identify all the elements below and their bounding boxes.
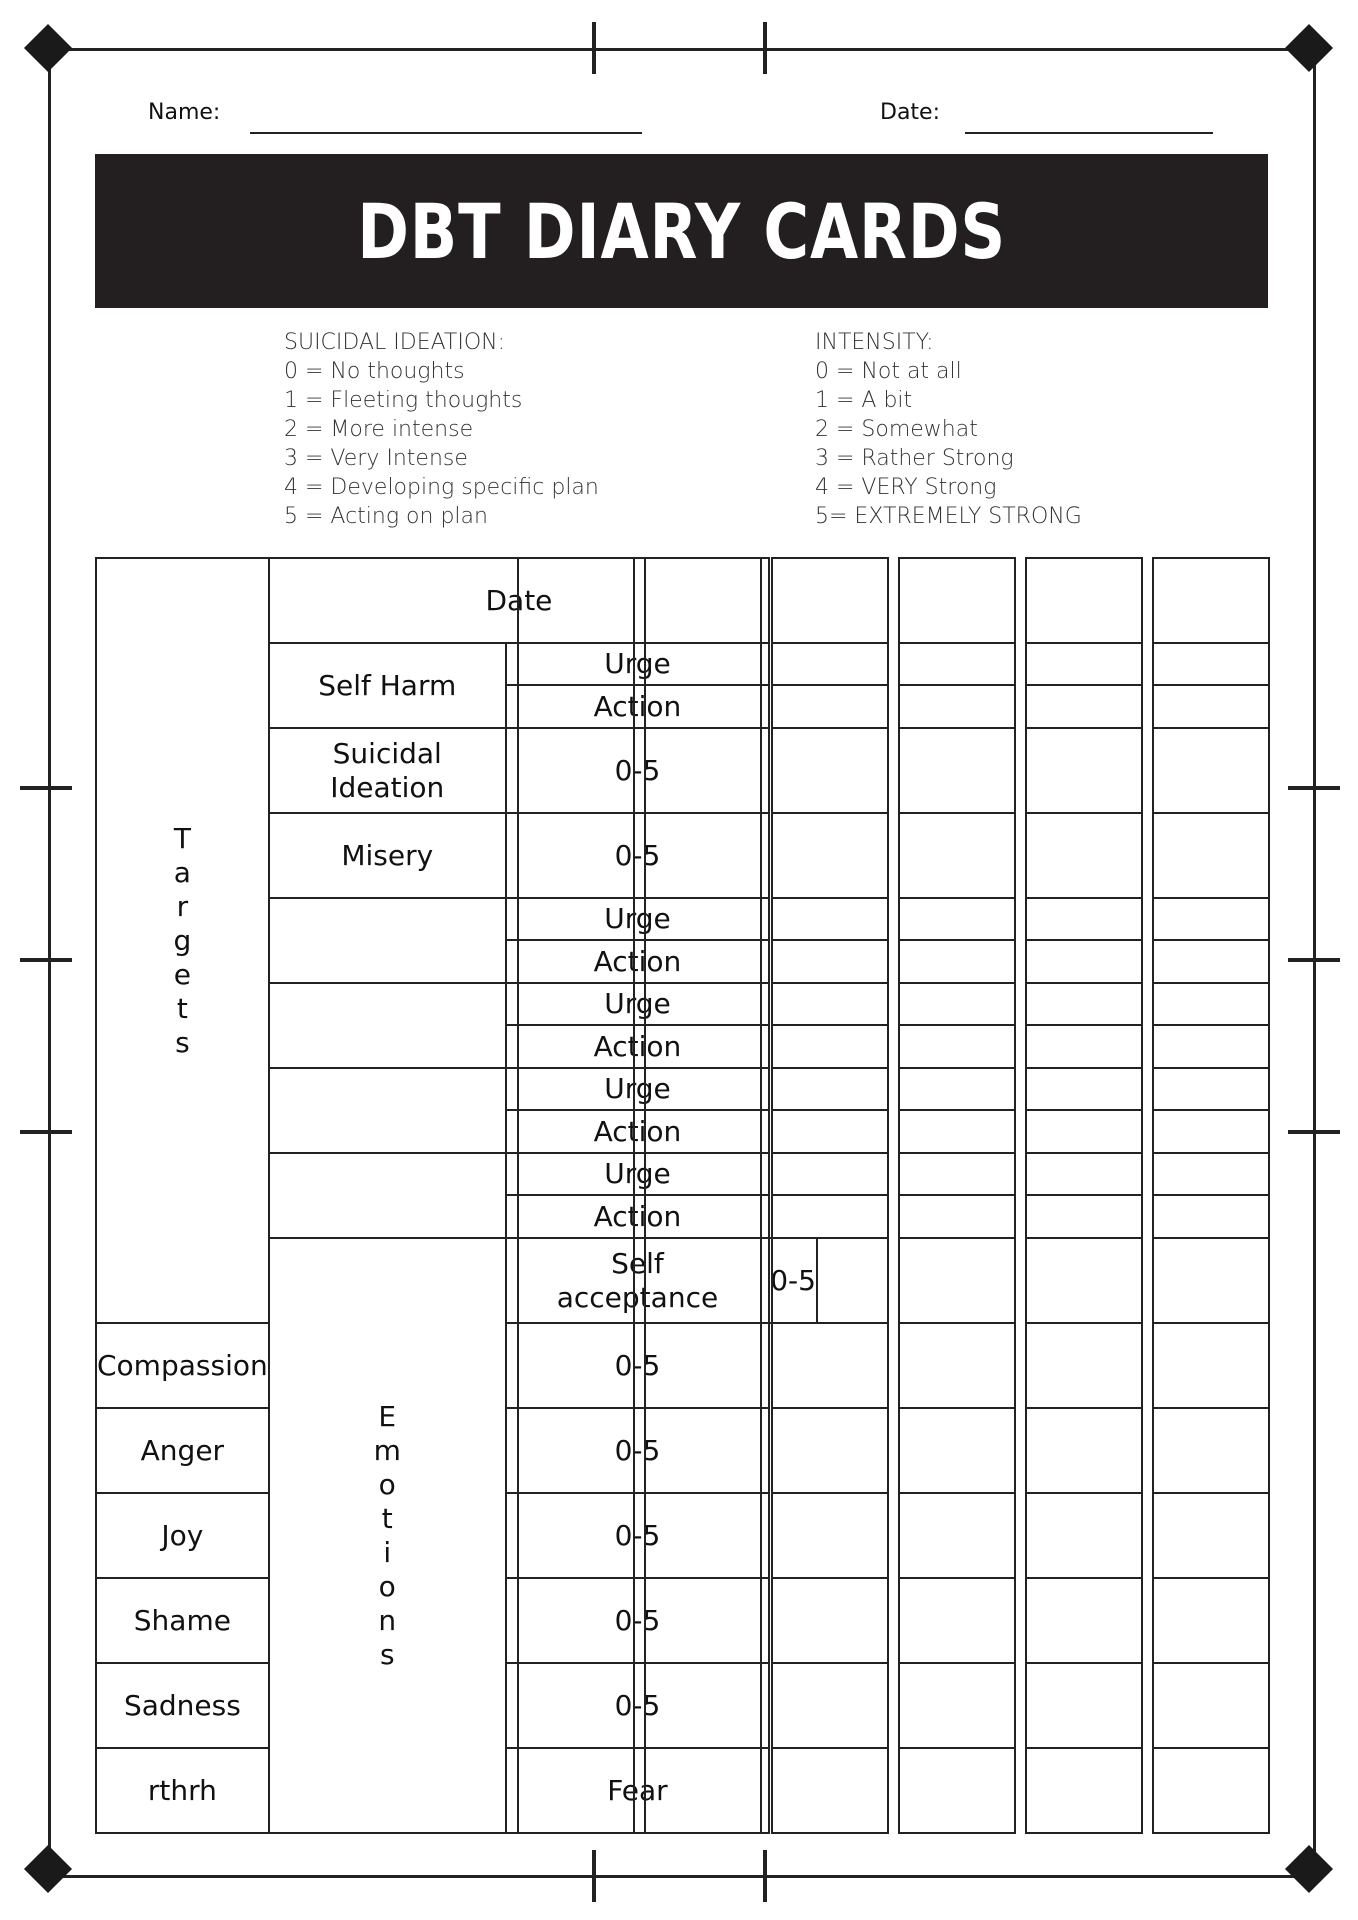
diary-entry-cell[interactable]: [899, 1025, 1015, 1068]
diary-entry-cell[interactable]: [772, 1578, 888, 1663]
diary-entry-cell[interactable]: [645, 685, 761, 728]
blank-target-cell[interactable]: [269, 1068, 506, 1153]
diary-entry-cell[interactable]: [1153, 1578, 1269, 1663]
suicidal-ideation-legend: [284, 328, 599, 531]
diary-entry-cell[interactable]: [772, 1153, 888, 1195]
diary-entry-cell[interactable]: [899, 728, 1015, 813]
action-label: Action: [506, 940, 769, 983]
name-field[interactable]: [250, 132, 642, 134]
diary-entry-cell[interactable]: [899, 983, 1015, 1025]
diary-entry-cell[interactable]: [772, 983, 888, 1025]
diary-entry-cell[interactable]: [1153, 643, 1269, 685]
diary-entry-cell[interactable]: [518, 1110, 634, 1153]
diary-entry-cell[interactable]: [518, 728, 634, 813]
action-label: Action: [506, 685, 769, 728]
diary-entry-cell[interactable]: [1026, 685, 1142, 728]
diary-entry-cell[interactable]: [518, 1238, 634, 1323]
diary-entry-cell[interactable]: [645, 940, 761, 983]
diary-entry-cell[interactable]: [645, 1748, 761, 1833]
diary-entry-cell[interactable]: [645, 1110, 761, 1153]
diary-entry-cell[interactable]: [645, 1663, 761, 1748]
diary-entry-cell[interactable]: [772, 1663, 888, 1748]
diary-entry-cell[interactable]: [1026, 1238, 1142, 1323]
diary-entry-cell[interactable]: [645, 1578, 761, 1663]
diary-entry-cell[interactable]: [645, 1323, 761, 1408]
diary-entry-cell[interactable]: [1026, 1663, 1142, 1748]
action-label: Action: [506, 1025, 769, 1068]
frame-tick: [592, 1850, 596, 1902]
diary-entry-cell[interactable]: [772, 1493, 888, 1578]
diary-entry-cell[interactable]: [772, 898, 888, 940]
blank-target-cell[interactable]: [269, 898, 506, 983]
diary-entry-cell[interactable]: [518, 1323, 634, 1408]
diary-entry-cell[interactable]: [518, 813, 634, 898]
diary-entry-cell[interactable]: [1153, 983, 1269, 1025]
action-label: Action: [506, 1195, 769, 1238]
diary-entry-cell[interactable]: [518, 1068, 634, 1110]
diary-entry-cell[interactable]: [1026, 1025, 1142, 1068]
frame-tick: [20, 786, 72, 790]
diary-entry-cell[interactable]: [899, 940, 1015, 983]
diary-entry-cell[interactable]: [645, 558, 761, 643]
blank-target-cell[interactable]: [269, 1153, 506, 1238]
diary-entry-cell[interactable]: [645, 813, 761, 898]
diary-entry-cell[interactable]: [899, 1323, 1015, 1408]
diary-entry-cell[interactable]: [518, 558, 634, 643]
diary-entry-cell[interactable]: [1153, 558, 1269, 643]
diary-entry-cell[interactable]: [1153, 813, 1269, 898]
diary-entry-cell[interactable]: [772, 1238, 888, 1323]
day-column: [1025, 557, 1143, 1834]
legend-item: 0 = No thoughts: [284, 359, 465, 384]
diary-entry-cell[interactable]: [899, 558, 1015, 643]
diary-entry-cell[interactable]: [645, 1493, 761, 1578]
diary-entry-cell[interactable]: [1153, 1663, 1269, 1748]
frame-tick: [20, 1130, 72, 1134]
diary-entry-cell[interactable]: [1026, 813, 1142, 898]
diary-entry-cell[interactable]: [1153, 898, 1269, 940]
scale-label: 0-5: [506, 1323, 769, 1408]
diary-entry-cell[interactable]: [899, 813, 1015, 898]
diary-entry-cell[interactable]: [899, 1110, 1015, 1153]
day-column: [1152, 557, 1270, 1834]
scale-label: 0-5: [506, 1408, 769, 1493]
legend-item: 1 = A bit: [815, 388, 913, 413]
diary-entry-cell[interactable]: [772, 1025, 888, 1068]
diary-entry-cell[interactable]: [1153, 1068, 1269, 1110]
diary-entry-cell[interactable]: [1026, 1153, 1142, 1195]
diary-entry-cell[interactable]: [1153, 1408, 1269, 1493]
day-column: [771, 557, 889, 1834]
diary-entry-cell[interactable]: [1026, 1578, 1142, 1663]
diary-entry-cell[interactable]: [899, 1493, 1015, 1578]
legend-item: 4 = VERY Strong: [815, 475, 997, 500]
diary-entry-cell[interactable]: [1026, 940, 1142, 983]
legend-item: 4 = Developing specific plan: [284, 475, 599, 500]
diary-entry-cell[interactable]: [772, 1748, 888, 1833]
page-title: DBT DIARY CARDS: [357, 186, 1006, 276]
scale-label: 0-5: [506, 1663, 769, 1748]
diary-entry-cell[interactable]: [899, 1663, 1015, 1748]
diary-entry-cell[interactable]: [899, 1068, 1015, 1110]
diary-entry-cell[interactable]: [1153, 1025, 1269, 1068]
diary-entry-cell[interactable]: [899, 685, 1015, 728]
diary-entry-cell[interactable]: [772, 643, 888, 685]
diary-entry-cell[interactable]: [1153, 1110, 1269, 1153]
diary-entry-cell[interactable]: [899, 1578, 1015, 1663]
diary-entry-cell[interactable]: [518, 685, 634, 728]
legend-item: 2 = More intense: [284, 417, 474, 442]
diary-entry-cell[interactable]: [1026, 1068, 1142, 1110]
date-header: Date: [269, 558, 769, 643]
name-label: Name:: [148, 100, 221, 125]
diary-entry-cell[interactable]: [645, 983, 761, 1025]
diary-entry-cell[interactable]: [899, 898, 1015, 940]
diary-entry-cell[interactable]: [645, 1408, 761, 1493]
diary-entry-cell[interactable]: [1153, 685, 1269, 728]
diary-entry-cell[interactable]: [518, 940, 634, 983]
action-label: Action: [506, 1110, 769, 1153]
emotion-label: Self acceptance: [506, 1238, 769, 1323]
date-label: Date:: [880, 100, 940, 125]
diary-entry-cell[interactable]: [518, 898, 634, 940]
urge-label: Urge: [506, 1068, 769, 1110]
diary-entry-cell[interactable]: [772, 1110, 888, 1153]
diary-entry-cell[interactable]: [1026, 643, 1142, 685]
legend-item: 5= EXTREMELY STRONG: [815, 504, 1082, 529]
frame-tick: [1288, 1130, 1340, 1134]
legend-item: 3 = Very Intense: [284, 446, 468, 471]
scale-label: 0-5: [506, 1493, 769, 1578]
legend-item: 0 = Not at all: [815, 359, 962, 384]
diary-entry-cell[interactable]: [772, 940, 888, 983]
diary-entry-cell[interactable]: [1153, 1238, 1269, 1323]
diary-entry-cell[interactable]: [1026, 1408, 1142, 1493]
diary-entry-cell[interactable]: [1153, 1323, 1269, 1408]
emotion-label: Compassion: [96, 1323, 269, 1408]
suicidal-ideation-label: Suicidal Ideation: [269, 728, 506, 813]
diary-entry-cell[interactable]: [1026, 1195, 1142, 1238]
legend-heading: SUICIDAL IDEATION:: [284, 330, 506, 355]
diary-entry-cell[interactable]: [899, 1153, 1015, 1195]
diary-entry-cell[interactable]: [518, 1663, 634, 1748]
diary-entry-cell[interactable]: [772, 685, 888, 728]
diary-entry-cell[interactable]: [899, 1195, 1015, 1238]
diary-entry-cell[interactable]: [518, 1408, 634, 1493]
diary-entry-cell[interactable]: [1153, 1195, 1269, 1238]
frame-tick: [1288, 786, 1340, 790]
emotion-label: Sadness: [96, 1663, 269, 1748]
legend-item: 2 = Somewhat: [815, 417, 978, 442]
frame-tick: [20, 958, 72, 962]
diary-entry-cell[interactable]: [1026, 1323, 1142, 1408]
diary-entry-cell[interactable]: [1026, 728, 1142, 813]
diary-entry-cell[interactable]: [518, 1578, 634, 1663]
emotion-label: rthrh: [96, 1748, 269, 1833]
legend-item: 1 = Fleeting thoughts: [284, 388, 523, 413]
diary-entry-cell[interactable]: [1153, 1748, 1269, 1833]
diary-entry-cell[interactable]: [772, 728, 888, 813]
intensity-legend: [815, 328, 1082, 531]
diary-entry-cell[interactable]: [772, 813, 888, 898]
diary-entry-cell[interactable]: [645, 1238, 761, 1323]
diary-entry-cell[interactable]: [899, 1238, 1015, 1323]
diary-entry-cell[interactable]: [518, 983, 634, 1025]
diary-entry-cell[interactable]: [1026, 1493, 1142, 1578]
emotion-label: Shame: [96, 1578, 269, 1663]
emotion-label: Joy: [96, 1493, 269, 1578]
diary-entry-cell[interactable]: [645, 728, 761, 813]
frame-tick: [1288, 958, 1340, 962]
frame-tick: [763, 22, 767, 74]
emotion-label: Anger: [96, 1408, 269, 1493]
day-column: [644, 557, 762, 1834]
diary-entry-cell[interactable]: [645, 643, 761, 685]
day-column: [517, 557, 635, 1834]
diary-entry-cell[interactable]: [518, 1025, 634, 1068]
legend-item: 3 = Rather Strong: [815, 446, 1014, 471]
misery-label: Misery: [269, 813, 506, 898]
diary-entry-cell[interactable]: [1026, 558, 1142, 643]
scale-label: 0-5: [506, 728, 769, 813]
diary-entry-cell[interactable]: [1153, 728, 1269, 813]
diary-entry-cell[interactable]: [772, 1068, 888, 1110]
targets-section-label: T a r g e t s: [96, 558, 269, 1323]
frame-tick: [763, 1850, 767, 1902]
day-column: [898, 557, 1016, 1834]
title-banner: [95, 154, 1268, 308]
diary-entry-cell[interactable]: [645, 898, 761, 940]
diary-entry-cell[interactable]: [518, 1195, 634, 1238]
diary-entry-cell[interactable]: [899, 1748, 1015, 1833]
frame-tick: [592, 22, 596, 74]
diary-entry-cell[interactable]: [518, 1748, 634, 1833]
diary-entry-cell[interactable]: [1026, 983, 1142, 1025]
diary-entry-cell[interactable]: [1153, 940, 1269, 983]
diary-entry-cell[interactable]: [772, 1323, 888, 1408]
scale-label: 0-5: [769, 1238, 817, 1323]
legend-item: 5 = Acting on plan: [284, 504, 488, 529]
diary-entry-cell[interactable]: [645, 1025, 761, 1068]
self-harm-label: Self Harm: [269, 643, 506, 728]
diary-entry-cell[interactable]: [1026, 1110, 1142, 1153]
diary-entry-cell[interactable]: [1026, 1748, 1142, 1833]
diary-entry-cell[interactable]: [899, 643, 1015, 685]
blank-target-cell[interactable]: [269, 983, 506, 1068]
urge-label: Urge: [506, 983, 769, 1025]
diary-entry-cell[interactable]: [899, 1408, 1015, 1493]
diary-entry-cell[interactable]: [518, 1153, 634, 1195]
urge-label: Urge: [506, 643, 769, 685]
diary-entry-cell[interactable]: [518, 643, 634, 685]
diary-entry-cell[interactable]: [645, 1153, 761, 1195]
diary-entry-cell[interactable]: [1153, 1153, 1269, 1195]
diary-entry-cell[interactable]: [1153, 1493, 1269, 1578]
legend-heading: INTENSITY:: [815, 330, 934, 355]
urge-label: Urge: [506, 898, 769, 940]
diary-entry-cell[interactable]: [645, 1068, 761, 1110]
diary-entry-cell[interactable]: [772, 558, 888, 643]
diary-entry-cell[interactable]: [1026, 898, 1142, 940]
scale-label: 0-5: [506, 813, 769, 898]
date-field[interactable]: [965, 132, 1213, 134]
diary-entry-cell[interactable]: [772, 1408, 888, 1493]
emotions-section-label: E m o t i o n s: [269, 1238, 506, 1833]
scale-label: Fear: [506, 1748, 769, 1833]
diary-entry-cell[interactable]: [645, 1195, 761, 1238]
diary-entry-cell[interactable]: [772, 1195, 888, 1238]
urge-label: Urge: [506, 1153, 769, 1195]
scale-label: 0-5: [506, 1578, 769, 1663]
diary-entry-cell[interactable]: [518, 1493, 634, 1578]
